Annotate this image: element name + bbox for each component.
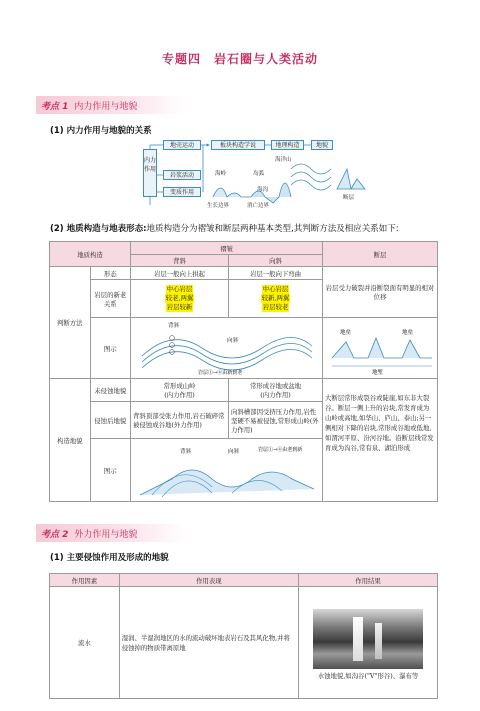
highlight-text: 较新,两翼	[261, 294, 290, 302]
table-header: 作用因素	[50, 574, 120, 587]
cell-text: (内力作用)	[260, 391, 291, 399]
fold-figure	[132, 318, 322, 376]
section-label: 内力作用与地貌	[74, 102, 138, 112]
diagram-root-label: 内力作用	[144, 157, 157, 173]
diagram-label: 生长边界	[207, 203, 230, 209]
fold-figure-cell	[131, 318, 323, 379]
highlight-text: 中心岩层	[262, 285, 289, 293]
row-label: 未侵蚀地貌	[90, 379, 131, 402]
section-label: 外力作用与地貌	[74, 530, 138, 540]
result-caption: 水蚀地貌,如沟谷("V"形谷)、瀑布等	[317, 671, 419, 680]
group-label: 构造地貌	[50, 379, 91, 502]
table-header: 地质构造	[50, 242, 131, 267]
diagram-label: 海洋山	[275, 157, 292, 163]
subheading-2-bold: (2) 地质构造与地表形态:	[50, 224, 147, 234]
highlight-text: 岩层较老	[262, 303, 289, 311]
concept-diagram	[141, 139, 401, 211]
fault-label: 地垒	[402, 330, 414, 336]
fault-label: 地垒	[340, 330, 352, 336]
table-cell	[323, 267, 438, 318]
table-cell	[229, 280, 323, 318]
table-cell: 背斜顶部受张力作用,岩石破碎常被侵蚀成谷地(外力作用)	[131, 402, 229, 439]
section-header-1	[36, 96, 186, 114]
diagram-item: 地壳运动	[163, 140, 201, 150]
cell-text: 常形成谷地或盆地	[249, 382, 302, 390]
highlight-text: 中心岩层	[166, 285, 193, 293]
fold-label: 岩层①→④由新到老	[197, 370, 242, 376]
table-cell: 向斜槽部因受挤压力作用,岩性坚硬不易被侵蚀,常形成山岭(外力作用)	[229, 402, 323, 439]
row-label: 图示	[90, 318, 131, 379]
group-label: 判断方法	[50, 267, 91, 379]
row-label: 流水	[50, 587, 120, 699]
subheading-2-rest: 地质构造分为褶皱和断层两种基本类型,其判断方法及相应关系如下:	[146, 224, 399, 234]
highlight-text: 较老,两翼	[165, 294, 194, 302]
table-cell: 湿润、半湿润地区的水的流动破坏地表岩石及其风化物,并将侵蚀掉的物质带离原地	[119, 587, 298, 699]
structure-table	[49, 241, 438, 502]
row-label: 侵蚀后地貌	[90, 402, 131, 439]
eroded-label: 岩层①→④由老到新	[257, 447, 302, 453]
eroded-label: 向斜	[227, 449, 239, 455]
diagram-chain-node: 地理构造	[271, 140, 304, 150]
section-number: 考点 1	[41, 102, 69, 112]
waterfall-photo	[313, 609, 423, 669]
subheading-3: (1) 主要侵蚀作用及形成的地貌	[50, 553, 169, 563]
table-header: 断层	[323, 242, 438, 267]
highlight-text: 岩层较新	[166, 303, 193, 311]
eroded-figure-cell	[131, 439, 323, 502]
diagram-label: 海岭	[215, 171, 227, 177]
diagram-label: 岛弧	[253, 171, 265, 177]
diagram-chain-node: 板块构造学说	[211, 140, 265, 150]
result-cell	[299, 587, 438, 699]
table-cell	[229, 379, 323, 402]
fold-label: 向斜	[226, 338, 238, 344]
fault-figure-cell	[323, 318, 438, 379]
cell-text: 常形成山岭	[163, 382, 196, 390]
table-cell: 岩层一般向下弯曲	[229, 267, 323, 280]
diagram-label: 海沟	[257, 187, 269, 193]
table-header: 背斜	[131, 255, 229, 267]
diagram-label: 消亡边界	[247, 203, 270, 209]
fault-label: 地堑	[372, 370, 384, 376]
page-title: 专题四 岩石圈与人类活动	[161, 52, 318, 66]
table-header: 作用结果	[299, 574, 438, 587]
subheading-2	[50, 222, 399, 234]
table-header: 褶皱	[131, 242, 323, 255]
erosion-table	[49, 573, 438, 699]
fault-age-text: 岩层受力破裂并沿断裂面有明显的相对位移	[325, 284, 435, 301]
subheading-1: (1) 内力作用与地貌的关系	[50, 126, 152, 136]
table-header: 作用表现	[119, 574, 298, 587]
diagram-chain-node: 地貌	[311, 140, 333, 150]
table-cell	[131, 280, 229, 318]
eroded-label: 背斜	[179, 449, 191, 455]
section-number: 考点 2	[41, 530, 69, 540]
fold-label: 背斜	[167, 323, 179, 329]
eroded-figure	[132, 439, 322, 499]
diagram-root	[143, 149, 157, 197]
row-label: 图示	[90, 439, 131, 502]
diagram-item: 岩浆活动	[163, 170, 201, 180]
table-cell	[131, 379, 229, 402]
row-label: 岩层的新老关系	[90, 280, 131, 318]
table-cell: 大断层常形成裂谷或陡崖,如东非大裂谷。断层一侧上升的岩块,常发育成为山岭或高地,如华山、庐山、泰山;另一侧相对下降的岩块,常形成谷地或低地,如渭河平原、汾河谷地。沿断层线常发育成为沟谷,常有泉、湖泊形成	[323, 379, 438, 502]
diagram-item: 变质作用	[163, 187, 201, 197]
cell-text: (内力作用)	[164, 391, 195, 399]
table-cell: 岩层一般向上拱起	[131, 267, 229, 280]
row-label: 形态	[90, 267, 131, 280]
table-header: 向斜	[229, 255, 323, 267]
section-header-2	[36, 524, 186, 542]
fault-figure	[324, 318, 436, 376]
diagram-label: 断层	[343, 195, 355, 201]
